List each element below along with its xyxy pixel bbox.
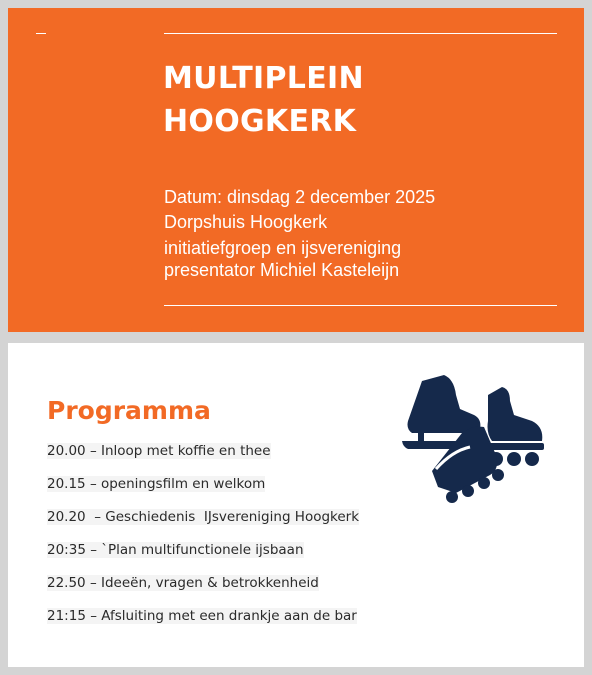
bottom-divider-line (164, 305, 557, 306)
title-line-1: MULTIPLEIN (163, 61, 364, 96)
program-item: 20:35 – `Plan multifunctionele ijsbaan (47, 542, 304, 558)
title-line-2: HOOGKERK (163, 104, 357, 139)
program-item: 21:15 – Afsluiting met een drankje aan de bar (47, 608, 357, 624)
event-date: Datum: dinsdag 2 december 2025 (164, 187, 436, 207)
program-item: 20.15 – openingsfilm en welkom (47, 476, 266, 492)
ice-and-inline-skates-icon (392, 371, 552, 505)
slide-dash-mark (36, 33, 46, 34)
program-list (47, 441, 359, 639)
top-divider-line (164, 33, 557, 34)
program-item: 20.00 – Inloop met koffie en thee (47, 443, 271, 459)
program-heading: Programma (47, 396, 211, 425)
event-presenter: presentator Michiel Kasteleijn (164, 260, 400, 280)
slide-title (163, 57, 364, 143)
event-organizers: initiatiefgroep en ijsvereniging (164, 238, 402, 258)
event-location: Dorpshuis Hoogkerk (164, 212, 328, 232)
program-item: 20.20 – Geschiedenis IJsvereniging Hoogkerk (47, 509, 360, 525)
event-info (164, 185, 435, 281)
program-slide (8, 343, 584, 667)
title-slide (8, 8, 584, 332)
program-item: 22.50 – Ideeën, vragen & betrokkenheid (47, 575, 319, 591)
